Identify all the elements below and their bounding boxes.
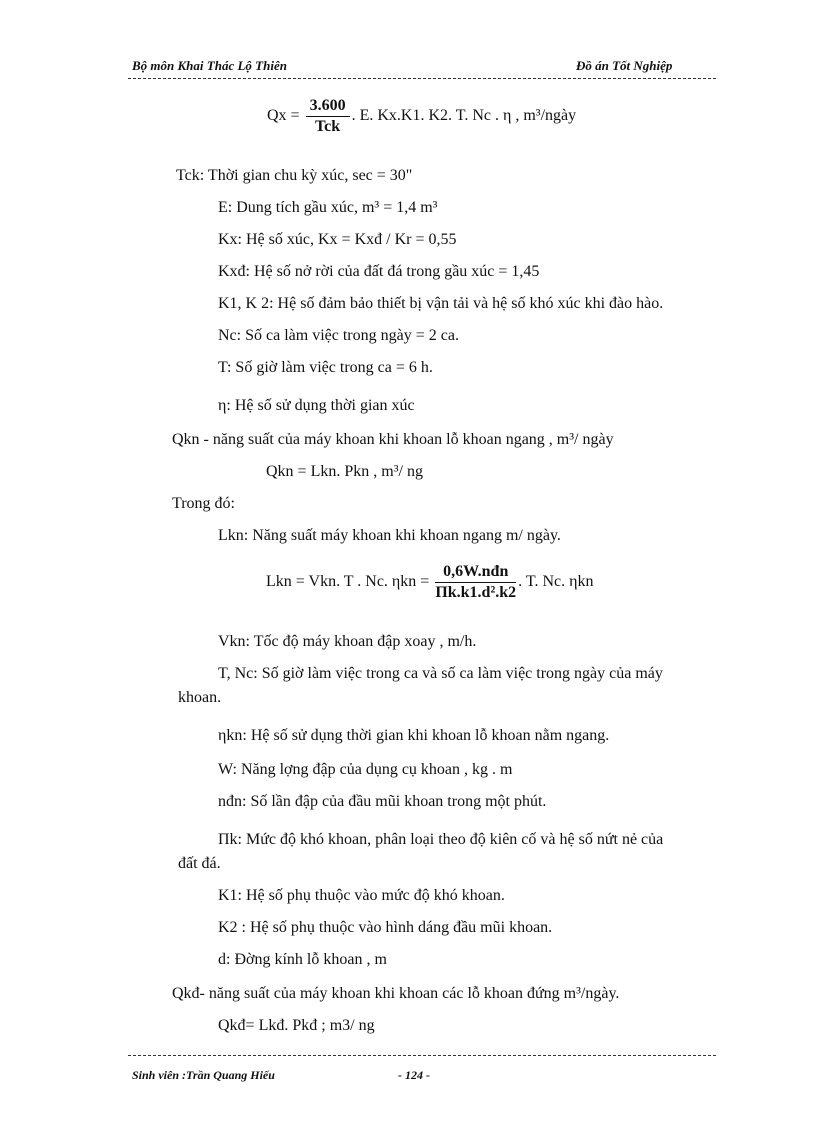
footer-divider: [128, 1055, 716, 1056]
def-lkn: Lkn: Năng suất máy khoan khi khoan ngang m/ ngày.: [218, 527, 561, 544]
def-kxd: Kxđ: Hệ số nở rời của đất đá trong gầu xúc = 1,45: [218, 263, 540, 280]
formula-qx-rest: . E. Kx.K1. K2. T. Nc . η: [351, 107, 512, 125]
header-department: Bộ môn Khai Thác Lộ Thiên: [132, 58, 287, 73]
def-tnc-line1: T, Nc: Số giờ làm việc trong ca và số ca làm việc trong ngày của máy: [218, 665, 663, 682]
formula-lkn-denominator: Πk.k1.d².k2: [435, 584, 517, 601]
def-k2: K2 : Hệ số phụ thuộc vào hình dáng đầu mũi khoan.: [218, 919, 553, 936]
formula-lkn-rest: . T. Nc. ηkn: [518, 573, 594, 591]
def-vkn: Vkn: Tốc độ máy khoan đập xoay , m/h.: [218, 633, 477, 650]
footer-page-number: - 124 -: [398, 1068, 430, 1082]
def-pik-line1: Πk: Mức độ khó khoan, phân loại theo độ kiên cố và hệ số nứt nẻ của: [218, 831, 664, 848]
def-t: T: Số giờ làm việc trong ca = 6 h.: [218, 359, 433, 376]
formula-qx-fraction: [306, 96, 350, 137]
def-k1: K1: Hệ số phụ thuộc vào mức độ khó khoan.: [218, 887, 505, 904]
formula-qx-denominator: Tck: [314, 118, 341, 135]
def-qkn: Qkn - năng suất của máy khoan khi khoan lỗ khoan ngang , m³/ ngày: [172, 431, 614, 448]
header-divider: [128, 78, 716, 79]
formula-lkn-fraction: [435, 562, 516, 603]
formula-qx-lhs: Qx =: [267, 107, 304, 125]
def-tck: Tck: Thời gian chu kỳ xúc, sec = 30": [176, 167, 413, 184]
def-eta: η: Hệ số sử dụng thời gian xúc: [218, 397, 415, 414]
footer-student: Sinh viên :Trần Quang Hiếu: [132, 1068, 275, 1082]
def-d: d: Đờng kính lỗ khoan , m: [218, 951, 387, 968]
formula-lkn-numerator: 0,6W.nđn: [435, 562, 516, 583]
def-pik-line2: đất đá.: [178, 855, 221, 872]
header-project: Đồ án Tốt Nghiệp: [576, 58, 673, 73]
def-qkd: Qkđ- năng suất của máy khoan khi khoan các lỗ khoan đứng m³/ngày.: [172, 985, 620, 1002]
formula-qx-numerator: 3.600: [306, 96, 350, 117]
def-nc: Nc: Số ca làm việc trong ngày = 2 ca.: [218, 327, 459, 344]
formula-qkn: Qkn = Lkn. Pkn , m³/ ng: [266, 463, 423, 480]
formula-qx-unit: , m³/ngày: [515, 107, 577, 125]
def-kx: Kx: Hệ số xúc, Kx = Kxđ / Kr = 0,55: [218, 231, 457, 248]
def-e: E: Dung tích gầu xúc, m³ = 1,4 m³: [218, 199, 438, 216]
formula-qkd: Qkđ= Lkđ. Pkđ ; m3/ ng: [218, 1017, 375, 1034]
formula-qx: [267, 96, 576, 137]
formula-lkn: [266, 562, 593, 603]
formula-lkn-lhs: Lkn = Vkn. T . Nc. ηkn =: [266, 573, 434, 591]
def-w: W: Năng lợng đập của dụng cụ khoan , kg . m: [218, 761, 513, 778]
def-etakn: ηkn: Hệ số sử dụng thời gian khi khoan lỗ khoan nằm ngang.: [218, 727, 610, 744]
label-trong-do: Trong đó:: [172, 495, 235, 512]
def-ndn: nđn: Số lần đập của đầu mũi khoan trong một phút.: [218, 793, 547, 810]
def-tnc-line2: khoan.: [178, 689, 222, 706]
def-k1k2: K1, K 2: Hệ số đảm bảo thiết bị vận tải và hệ số khó xúc khi đào hào.: [218, 295, 664, 312]
